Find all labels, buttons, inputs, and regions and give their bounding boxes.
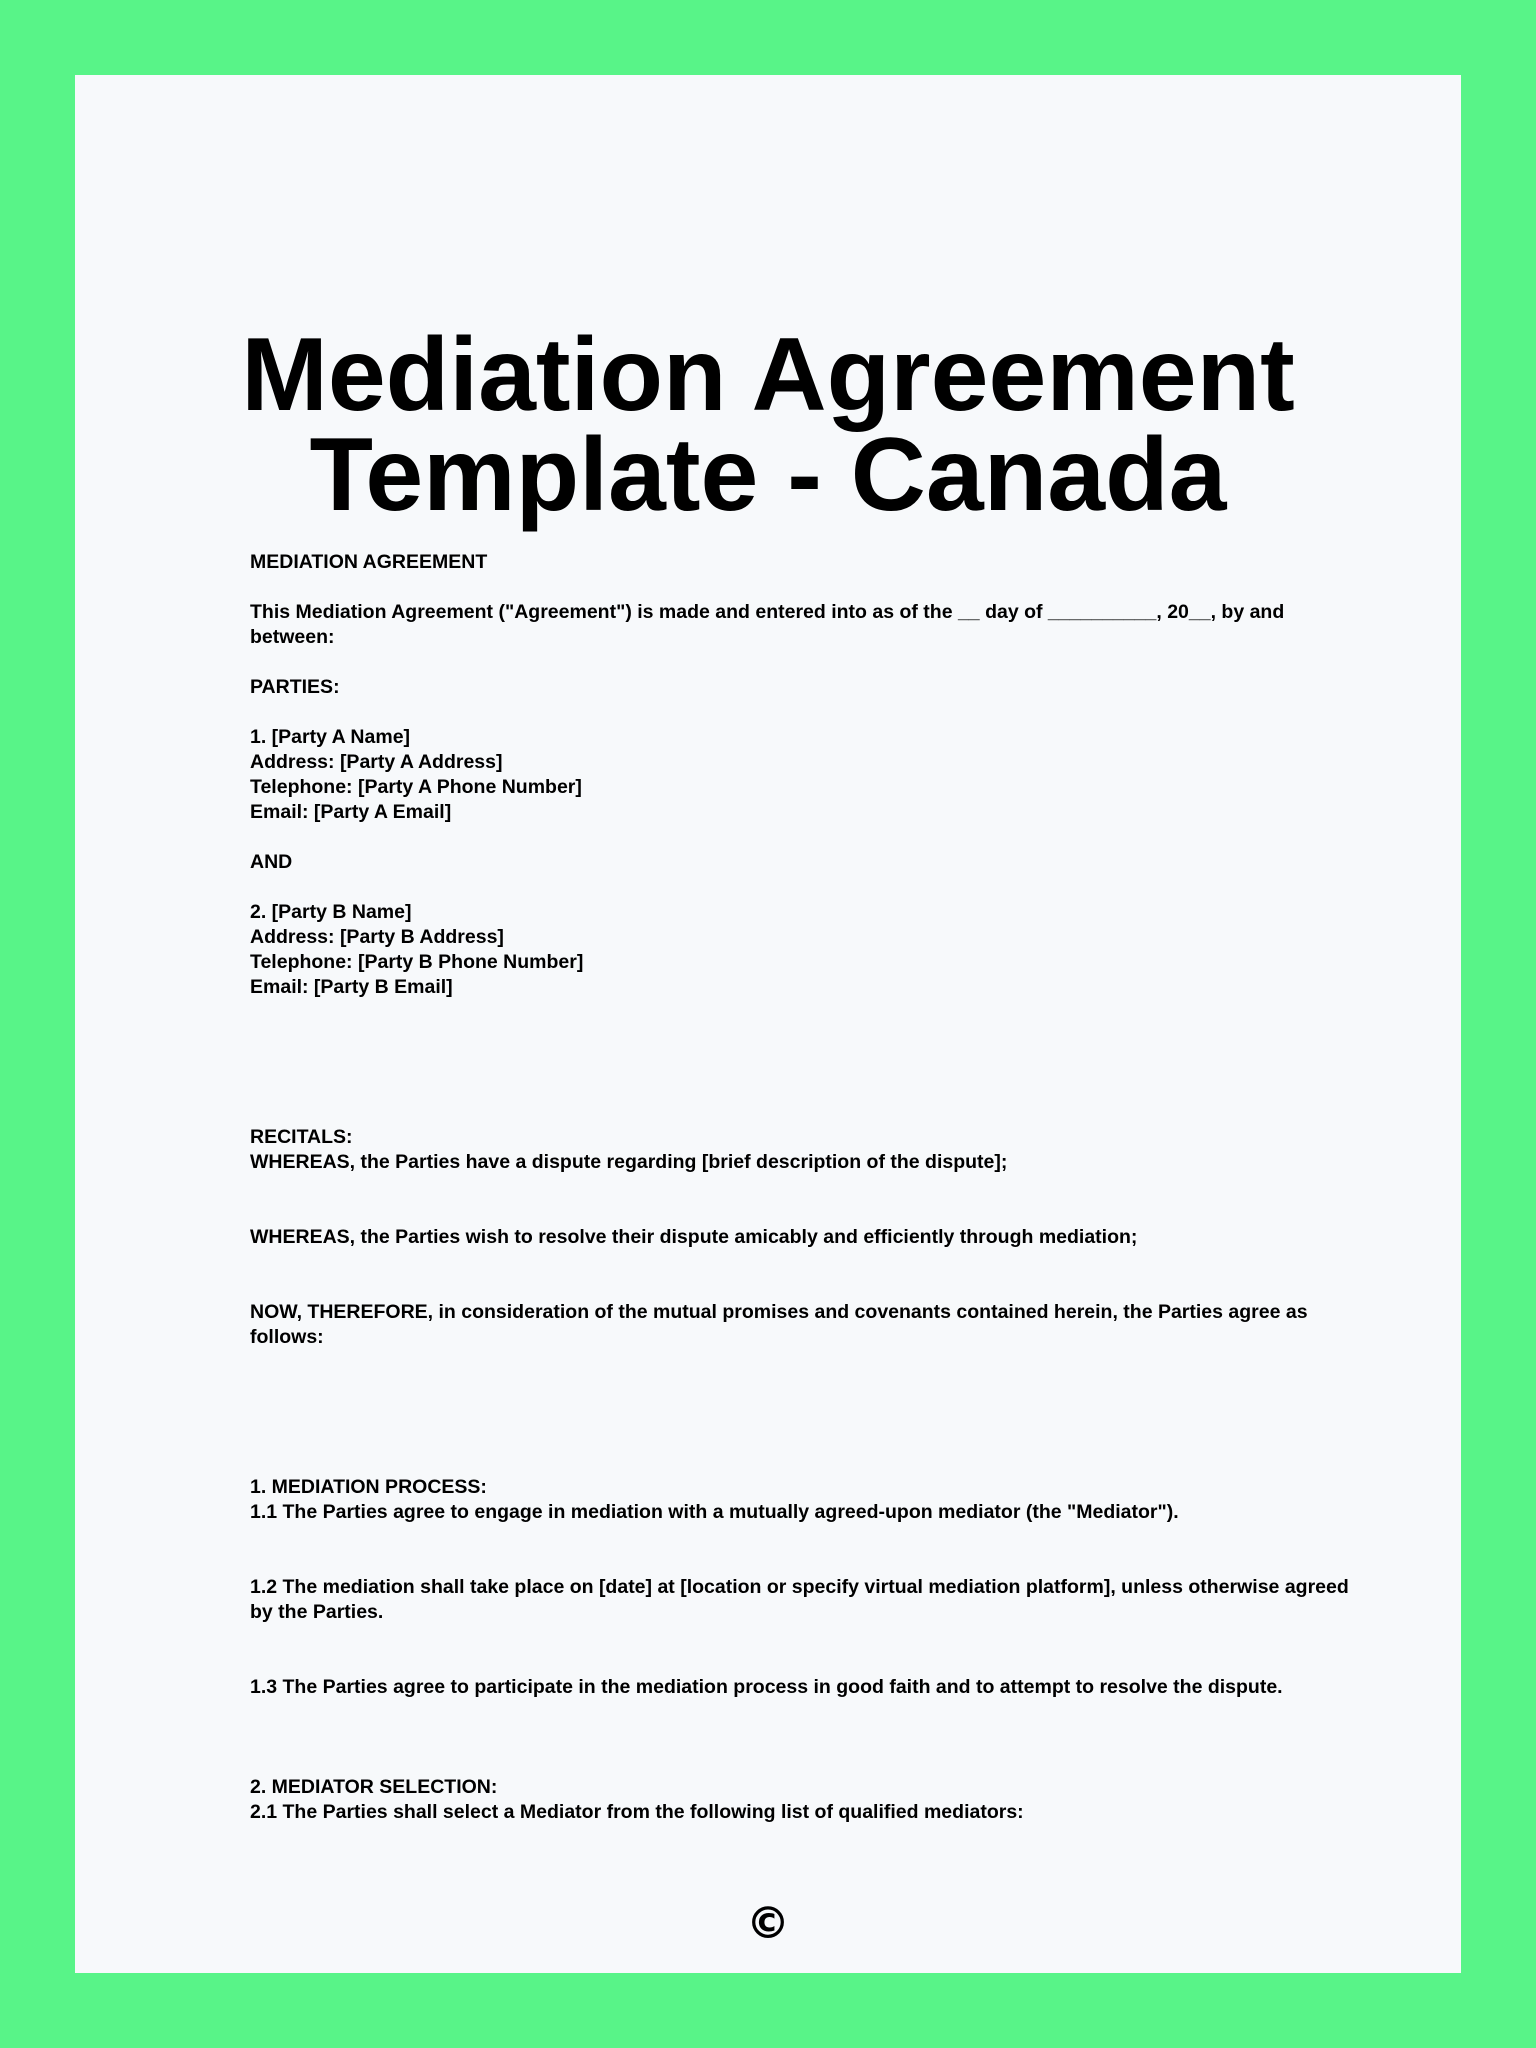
party-a-email: Email: [Party A Email] [250, 801, 452, 823]
page-title [75, 317, 1461, 533]
copyright-icon: © [746, 1898, 790, 1949]
intro-paragraph: This Mediation Agreement ("Agreement") is made and entered into as of the __ day of __________, 20__, by and between: [250, 601, 1285, 648]
section-2-heading: 2. MEDIATOR SELECTION: [250, 1776, 498, 1798]
party-b-telephone: Telephone: [Party B Phone Number] [250, 951, 584, 973]
party-a-name: 1. [Party A Name] [250, 726, 411, 748]
party-b-name: 2. [Party B Name] [250, 901, 412, 923]
party-b-address: Address: [Party B Address] [250, 926, 504, 948]
document-page [75, 75, 1461, 1973]
party-a-telephone: Telephone: [Party A Phone Number] [250, 776, 582, 798]
clause-1-3: 1.3 The Parties agree to participate in the mediation process in good faith and to attempt to resolve the dispute. [250, 1676, 1283, 1698]
agreement-heading: MEDIATION AGREEMENT [250, 551, 488, 573]
section-1-heading: 1. MEDIATION PROCESS: [250, 1476, 487, 1498]
clause-1-1: 1.1 The Parties agree to engage in mediation with a mutually agreed-upon mediator (the "Mediator"). [250, 1501, 1179, 1523]
party-a-address: Address: [Party A Address] [250, 751, 503, 773]
title-line-1: Mediation Agreement [241, 317, 1295, 433]
recital-2: WHEREAS, the Parties wish to resolve their dispute amicably and efficiently through mediation; [250, 1226, 1138, 1248]
recitals-label: RECITALS: [250, 1126, 353, 1148]
now-therefore-paragraph: NOW, THEREFORE, in consideration of the mutual promises and covenants contained herein, the Parties agree as follows: [250, 1301, 1308, 1348]
and-label: AND [250, 851, 293, 873]
party-b-email: Email: [Party B Email] [250, 976, 453, 998]
clause-1-2: 1.2 The mediation shall take place on [date] at [location or specify virtual mediation platform], unless otherwise agreed by the Parties. [250, 1576, 1349, 1623]
parties-label: PARTIES: [250, 676, 340, 698]
clause-2-1: 2.1 The Parties shall select a Mediator from the following list of qualified mediators: [250, 1801, 1024, 1823]
recital-1: WHEREAS, the Parties have a dispute regarding [brief description of the dispute]; [250, 1151, 1008, 1173]
title-line-2: Template - Canada [309, 417, 1227, 533]
